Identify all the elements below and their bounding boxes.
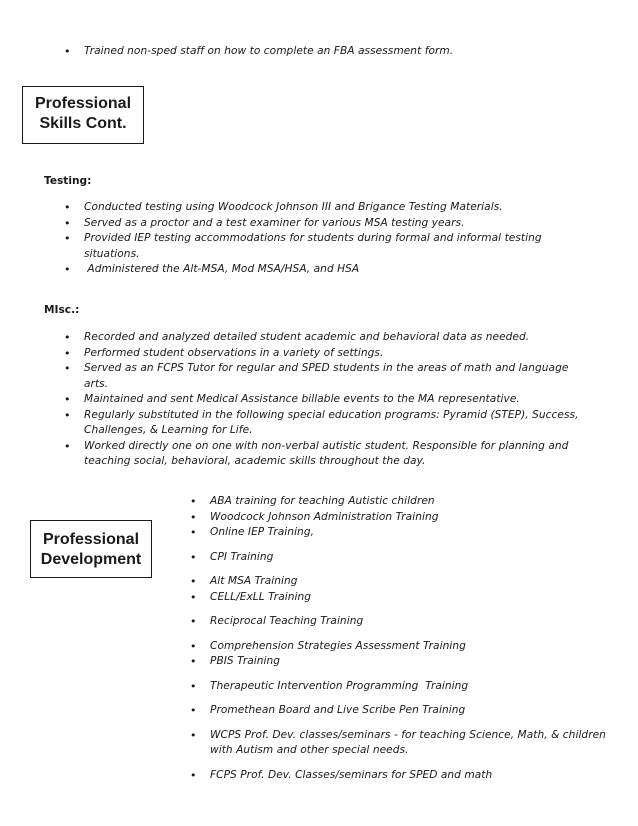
list-item: • CELL/ExLL Training	[190, 590, 610, 606]
list-item: • Administered the Alt-MSA, Mod MSA/HSA, and HSA	[64, 262, 594, 278]
list-item: • Trained non-sped staff on how to complete an FBA assessment form.	[64, 44, 584, 60]
list-item: • Recorded and analyzed detailed student academic and behavioral data as needed.	[64, 330, 594, 346]
list-item: • Provided IEP testing accommodations for students during formal and informal testing situations.	[64, 231, 594, 262]
box-title-line: Professional	[42, 531, 140, 548]
list-item: • ABA training for teaching Autistic children	[190, 494, 610, 510]
list-item: • Reciprocal Teaching Training	[190, 614, 610, 630]
list-item: • FCPS Prof. Dev. Classes/seminars for SPED and math	[190, 768, 610, 784]
testing-heading: Testing:	[44, 175, 92, 187]
list-item: • Conducted testing using Woodcock Johnson III and Brigance Testing Materials.	[64, 200, 594, 216]
list-item: • Woodcock Johnson Administration Training	[190, 510, 610, 526]
list-item: • Regularly substituted in the following special education programs: Pyramid (STEP), Success, Challenges, & Learning for Life.	[64, 408, 594, 439]
list-item: • Comprehension Strategies Assessment Training	[190, 639, 610, 655]
list-item: • Maintained and sent Medical Assistance billable events to the MA representative.	[64, 392, 594, 408]
list-item: • Online IEP Training,	[190, 525, 610, 541]
list-item: • Performed student observations in a variety of settings.	[64, 346, 594, 362]
misc-heading: MIsc.:	[44, 304, 80, 316]
box-title-line: Professional	[34, 95, 132, 112]
box-title-line: Development	[40, 551, 142, 568]
list-item: • PBIS Training	[190, 654, 610, 670]
misc-list	[64, 330, 594, 470]
development-list	[190, 494, 610, 783]
list-item: • Served as a proctor and a test examiner for various MSA testing years.	[64, 216, 594, 232]
list-item: • Worked directly one on one with non-verbal autistic student. Responsible for planning and teaching social, behavioral, academic skills throughout the day.	[64, 439, 594, 470]
box-title-line: Skills Cont.	[39, 115, 127, 132]
list-item: • Served as an FCPS Tutor for regular and SPED students in the areas of math and language arts.	[64, 361, 594, 392]
list-item: • Promethean Board and Live Scribe Pen Training	[190, 703, 610, 719]
list-item: • Therapeutic Intervention Programming Training	[190, 679, 610, 695]
testing-list	[64, 200, 594, 278]
professional-development-box	[30, 520, 152, 578]
list-item: • CPI Training	[190, 550, 610, 566]
list-item: • Alt MSA Training	[190, 574, 610, 590]
top-bullet-list	[64, 44, 584, 60]
professional-skills-cont-box	[22, 86, 144, 144]
list-item: • WCPS Prof. Dev. classes/seminars - for teaching Science, Math, & children with Autism and other special needs.	[190, 728, 610, 759]
